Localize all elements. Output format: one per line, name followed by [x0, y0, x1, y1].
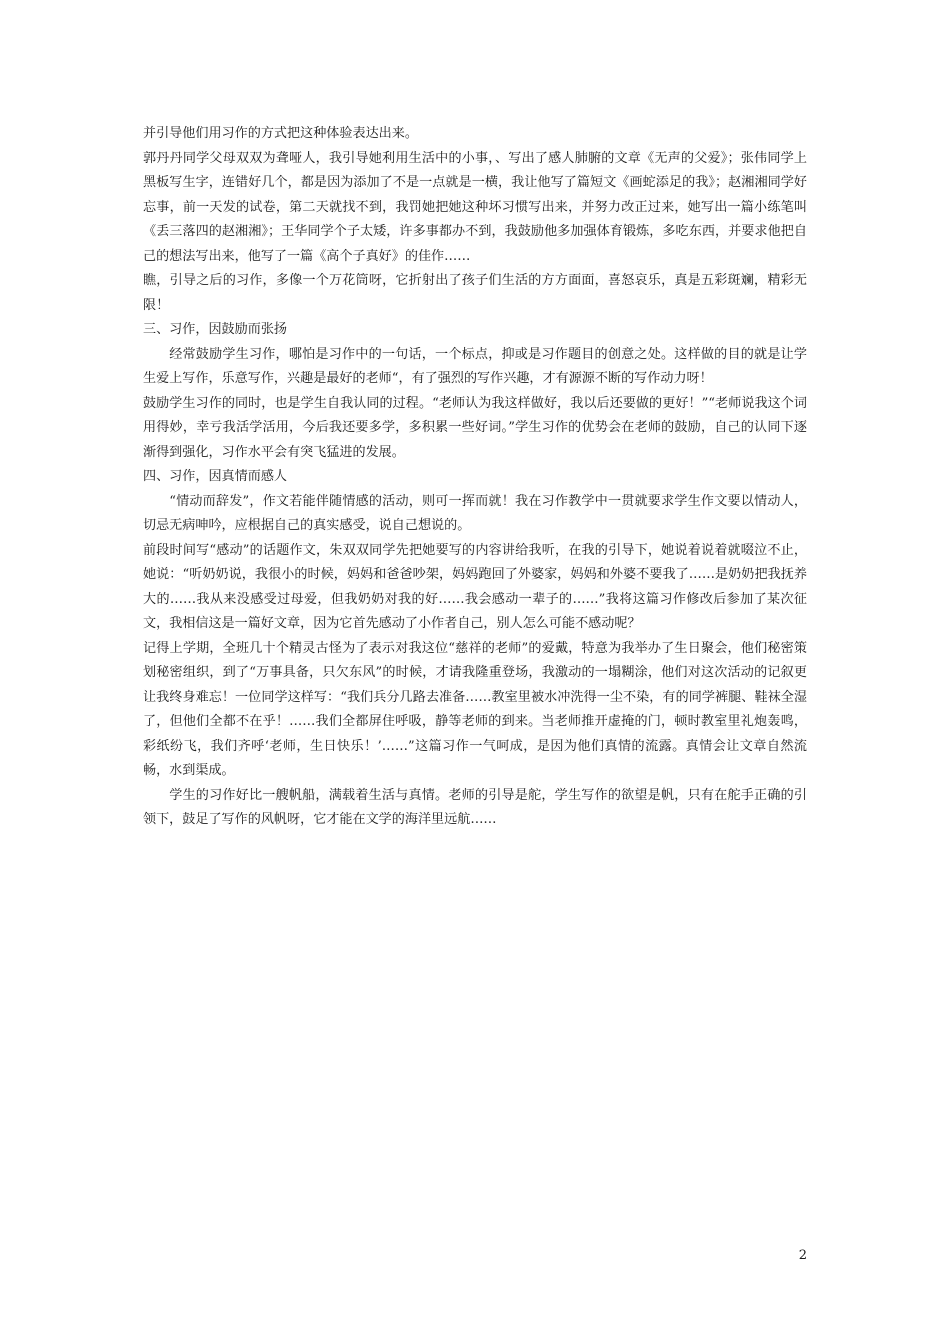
paragraph-9: 学生的习作好比一艘帆船，满载着生活与真情。老师的引导是舵，学生写作的欲望是帆，只有在舵手正确的引领下，鼓足了写作的风帆呀，它才能在文学的海洋里远航……	[143, 787, 807, 827]
document-body	[143, 122, 807, 833]
paragraph-7: 前段时间写“感动”的话题作文，朱双双同学先把她要写的内容讲给我听，在我的引导下，她说着说着就啜泣不止，她说：“听奶奶说，我很小的时候，妈妈和爸爸吵架，妈妈跑回了外婆家，妈妈和外婆不要我了……是奶奶把我抚养大的……我从来没感受过母爱，但我奶奶对我的好……我会感动一辈子的……”我将这篇习作修改后参加了某次征文，我相信这是一篇好文章，因为它首先感动了小作者自己，别人怎么可能不感动呢？	[143, 542, 807, 631]
paragraph-5: 鼓励学生习作的同时，也是学生自我认同的过程。“老师认为我这样做好，我以后还要做的更好！”“老师说我这个词用得妙，幸亏我活学活用，今后我还要多学，多积累一些好词。”学生习作的优势会在老师的鼓励，自己的认同下逐渐得到强化，习作水平会有突飞猛进的发展。	[143, 395, 807, 460]
paragraph-6: “情动而辞发”，作文若能伴随情感的活动，则可一挥而就！我在习作教学中一贯就要求学生作文要以情动人，切忌无病呻吟，应根据自己的真实感受，说自己想说的。	[143, 493, 807, 533]
paragraph-2: 郭丹丹同学父母双双为聋哑人，我引导她利用生活中的小事，、写出了感人肺腑的文章《无声的父爱》；张伟同学上黑板写生字，连错好几个，都是因为添加了不是一点就是一横，我让他写了篇短文《画蛇添足的我》；赵湘湘同学好忘事，前一天发的试卷，第二天就找不到，我罚她把她这种坏习惯写出来，并努力改正过来，她写出一篇小练笔叫《丢三落四的赵湘湘》；王华同学个子太矮，许多事都办不到，我鼓励他多加强体育锻炼，多吃东西，并要求他把自己的想法写出来，他写了一篇《高个子真好》的佳作……	[143, 150, 807, 264]
section-heading-4: 四、习作，因真情而感人	[143, 469, 288, 484]
paragraph-4: 经常鼓励学生习作，哪怕是习作中的一句话，一个标点，抑或是习作题目的创意之处。这样做的目的就是让学生爱上写作，乐意写作，兴趣是最好的老师“，有了强烈的写作兴趣，才有源源不断的写作动力呀！	[143, 346, 807, 386]
paragraph-1: 并引导他们用习作的方式把这种体验表达出来。	[143, 126, 418, 141]
page-number: 2	[798, 1248, 807, 1263]
paragraph-8: 记得上学期，全班几十个精灵古怪为了表示对我这位“慈祥的老师”的爱戴，特意为我举办了生日聚会，他们秘密策划秘密组织，到了“万事具备，只欠东风”的时候，才请我隆重登场，我激动的一塌糊涂，他们对这次活动的记叙更让我终身难忘！一位同学这样写：“我们兵分几路去准备……教室里被水冲洗得一尘不染，有的同学裤腿、鞋袜全湿了，但他们全都不在乎！……我们全都屏住呼吸，静等老师的到来。当老师推开虚掩的门，顿时教室里礼炮轰鸣，彩纸纷飞，我们齐呼‘老师，生日快乐！’……”这篇习作一气呵成，是因为他们真情的流露。真情会让文章自然流畅，水到渠成。	[143, 640, 807, 778]
section-heading-3: 三、习作，因鼓励而张扬	[143, 322, 288, 337]
paragraph-3: 瞧，引导之后的习作，多像一个万花筒呀，它折射出了孩子们生活的方方面面，喜怒哀乐，真是五彩斑斓，精彩无限！	[143, 273, 807, 313]
